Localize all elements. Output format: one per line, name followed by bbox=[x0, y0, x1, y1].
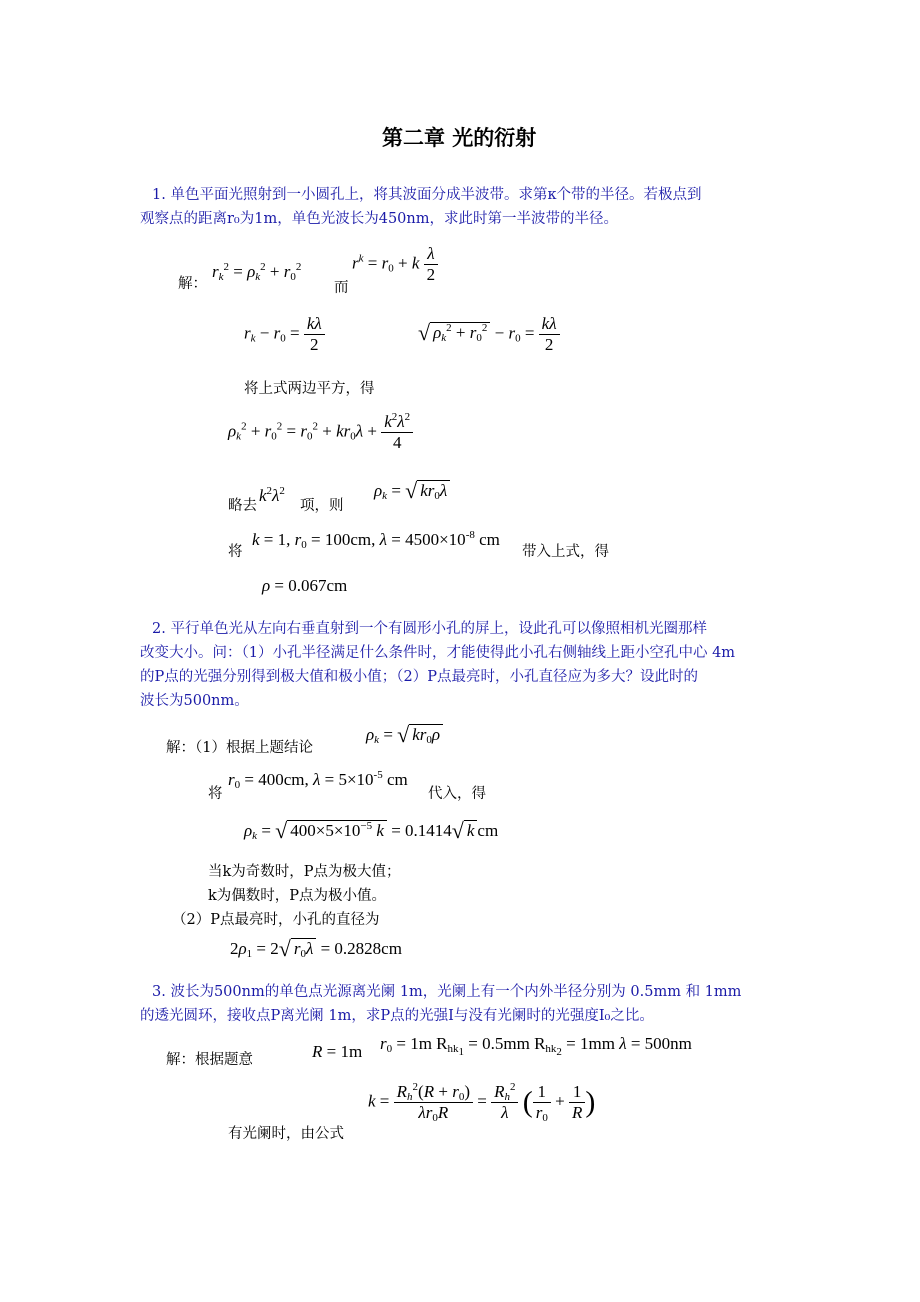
formula-text: 有光阑时，由公式 bbox=[228, 1126, 344, 1142]
equation-rho-k: $\rho_k$ = √ $kr_0\lambda$ bbox=[374, 478, 450, 504]
substitute-text-2: 带入上式，得 bbox=[522, 544, 609, 560]
substitute-2-text: 将 bbox=[208, 786, 223, 802]
problem-1-text-line1: 1. 单色平面光照射到一小圆孔上，将其波面分成半波带。求第κ个带的半径。若极点到 bbox=[152, 187, 702, 203]
substitution-values: k = 1, $r_0 = 100cm$, $\lambda = 4500\times 10^{-8}$ cm bbox=[252, 529, 500, 551]
substitute-2-text-2: 代入，得 bbox=[428, 786, 486, 802]
problem-1-text-line2: 观察点的距离r₀为1m，单色光波长为450nm，求此时第一半波带的半径。 bbox=[140, 211, 618, 227]
result-rho: ρ = 0.067cm bbox=[262, 576, 348, 595]
equation-rk-squared: $r_k^2 = \rho_k^2 + r_0^2$ bbox=[212, 261, 302, 283]
omitted-term: $k^2\lambda^2$ bbox=[259, 485, 285, 505]
square-instruction: 将上式两边平方，得 bbox=[244, 381, 375, 397]
solution-label: 解： bbox=[178, 276, 207, 292]
problem-2-text-line1: 2. 平行单色光从左向右垂直射到一个有圆形小孔的屏上，设此孔可以像照相机光圈那样 bbox=[152, 621, 707, 637]
conjunction-text: 而 bbox=[334, 280, 349, 296]
solution-2-label: 解：（1）根据上题结论 bbox=[166, 740, 313, 756]
problem-2-text-line4: 波长为500nm。 bbox=[140, 693, 249, 709]
given-R: R = 1m bbox=[312, 1042, 363, 1061]
given-values: $r_0 = 1m$ $R_{hk_1} = 0.5mm$ $R_{hk_2} = 1mm$ λ = 500nm bbox=[380, 1034, 692, 1058]
omit-text-2: 项，则 bbox=[300, 498, 344, 514]
page-title: 第二章 光的衍射 bbox=[382, 126, 537, 150]
problem-2-text-line3: 的P点的光强分别得到极大值和极小值；（2）P点最亮时，小孔直径应为多大？设此时的 bbox=[140, 669, 698, 685]
equation-rk-path: $r^k = r_0 + k$ $\frac{\lambda}{2}$ bbox=[352, 244, 438, 285]
equation-rk-diff: $r_k - r_0$ = $\frac{k\lambda}{2}$ bbox=[244, 314, 325, 355]
equation-diameter: $2\rho_1 = 2√$ $r_0\lambda = 0.2828cm$ bbox=[230, 936, 402, 961]
problem-3-text-line1: 3. 波长为500nm的单色点光源离光阑 1m，光阑上有一个内外半径分别为 0.5mm 和 1mm bbox=[152, 984, 742, 1000]
equation-rho-k-numeric: $\rho_k$ = √ $400\times 5\times 10^{-5}$ k = 0.1414√ k cm bbox=[244, 818, 499, 843]
odd-case-text: 当k为奇数时，P点为极大值； bbox=[208, 864, 401, 880]
part-2-text: （2）P点最亮时，小孔的直径为 bbox=[172, 912, 380, 928]
even-case-text: k为偶数时，P点为极小值。 bbox=[208, 888, 387, 904]
substitute-text: 将 bbox=[228, 544, 243, 560]
equation-k-formula: k = $\frac{R_h^2(R + r_0)}{\lambda r_0R}$ = $\frac{R_h^2}{\lambda}$ ( $\frac{1}{r_0}$ + $\frac{1}{R}$ ) bbox=[368, 1081, 596, 1124]
problem-3-text-line2: 的透光圆环，接收点P离光阑 1m，求P点的光强I与没有光阑时的光强度I₀之比。 bbox=[140, 1008, 654, 1024]
equation-expanded: $\rho_k^2 + r_0^2 = r_0^2 + kr_0\lambda$ + $\frac{k^2\lambda^2}{4}$ bbox=[228, 412, 413, 453]
equation-sqrt-diff: √ $\rho_k^2 + r_0^2 - r_0$ = $\frac{k\lambda}{2}$ bbox=[418, 314, 560, 355]
solution-3-label: 解：根据题意 bbox=[166, 1052, 253, 1068]
omit-text: 略去 bbox=[228, 498, 257, 514]
equation-rho-k-2: $\rho_k$ = √ $kr_0\rho$ bbox=[366, 722, 443, 748]
substitution-2-values: $r_0 = 400cm$, $\lambda = 5\times 10^{-5}$ cm bbox=[228, 769, 408, 791]
problem-2-text-line2: 改变大小。问：（1）小孔半径满足什么条件时，才能使得此小孔右侧轴线上距小空孔中心 4m bbox=[140, 645, 736, 661]
